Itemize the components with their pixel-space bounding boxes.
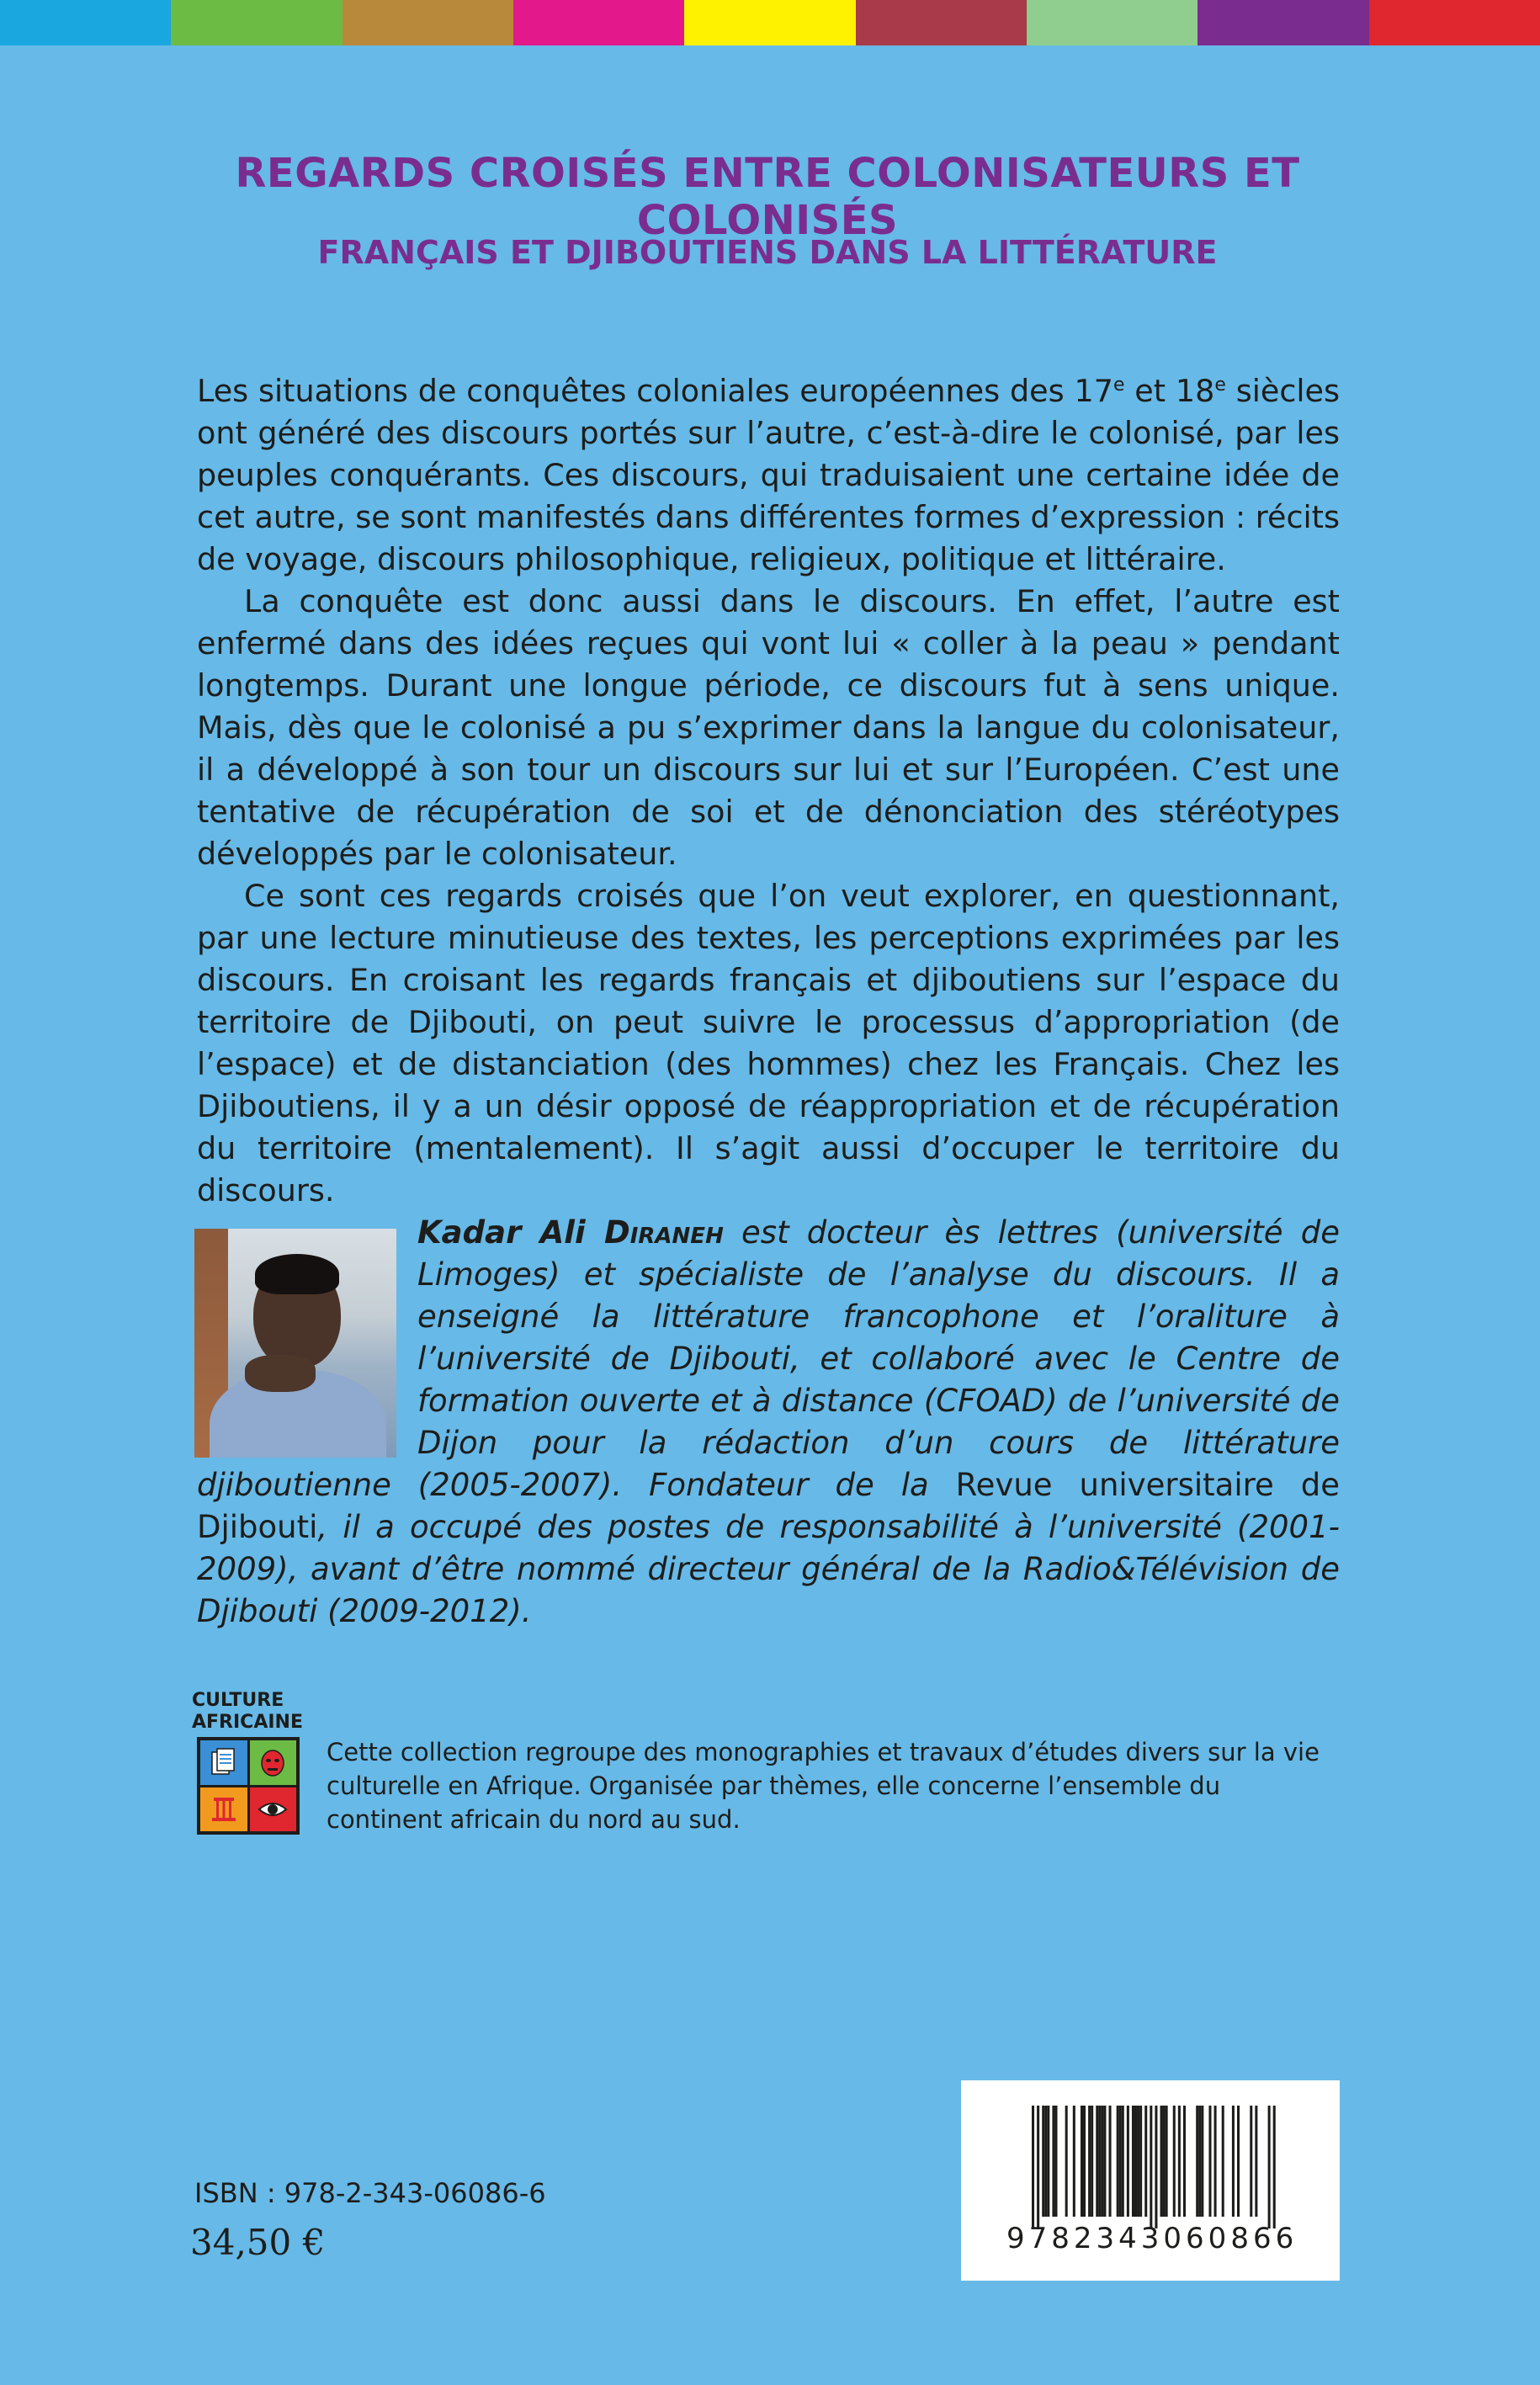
summary-text	[197, 370, 1340, 1212]
barcode-bar	[1155, 2106, 1157, 2228]
color-stripe	[343, 0, 513, 45]
barcode-bar	[1117, 2106, 1119, 2217]
barcode-bar	[1109, 2106, 1112, 2217]
barcode-bar	[1201, 2106, 1203, 2217]
barcode-bar	[1119, 2106, 1122, 2217]
barcode-bar	[1250, 2106, 1252, 2217]
book-title: REGARDS CROISÉS ENTRE COLONISATEURS ET COLONISÉS	[235, 150, 1300, 244]
author-name-first: Kadar Ali	[417, 1214, 605, 1251]
barcode-bar	[1183, 2106, 1186, 2217]
barcode-bar	[1052, 2106, 1054, 2217]
journal-name: Revue universitaire de Djibouti	[197, 1467, 1340, 1545]
barcode-bar	[1091, 2106, 1093, 2217]
isbn: ISBN : 978-2-343-06086-6	[194, 2177, 546, 2209]
summary-paragraph-3: Ce sont ces regards croisés que l’on veut explorer, en questionnant, par une lecture minutieuse des textes, les perceptions exprimées par les discours. En croisant les regards français et djiboutiens sur l’espace du territoire de Djibouti, on peut suivre le processus d’appropriation (de l’espace) et de distanciation (des hommes) chez les Français. Chez les Djiboutiens, il y a un désir opposé de réappropriation et de récupération du territoire (mentalement). Il s’agit aussi d’occuper le territoire du discours.	[197, 878, 1340, 1208]
barcode-bar	[1083, 2106, 1086, 2217]
barcode-bar	[1160, 2106, 1163, 2217]
barcode-bar	[1134, 2106, 1137, 2217]
barcode-bar	[1103, 2106, 1106, 2217]
author-name-last: Diraneh	[604, 1214, 724, 1251]
barcode-bar	[1047, 2106, 1049, 2217]
mask-icon	[250, 1740, 297, 1785]
barcode-bar	[1132, 2106, 1134, 2217]
collection-label: CULTURE AFRICAINE	[192, 1690, 303, 1733]
barcode-bar	[1139, 2106, 1142, 2217]
color-stripe	[1027, 0, 1197, 45]
barcode-bar	[1054, 2106, 1057, 2217]
summary-paragraph-1: Les situations de conquêtes coloniales européennes des 17e et 18e siècles ont généré des discours portés sur l’autre, c’est-à-dire le colonisé, par les peuples conquérants. Ces discours, qui traduisaient une certaine idée de cet autre, se sont manifestés dans différentes formes d’expression : récits de voyage, discours philosophique, religieux, politique et littéraire.	[197, 373, 1340, 577]
barcode-bar	[1032, 2106, 1034, 2228]
barcode-bar	[1198, 2106, 1201, 2217]
barcode-bar	[1073, 2106, 1075, 2217]
barcode-bar	[1081, 2106, 1083, 2217]
barcode-bar	[1098, 2106, 1101, 2217]
barcode-bar	[1214, 2106, 1217, 2217]
barcode-bar	[1255, 2106, 1257, 2217]
color-stripe	[684, 0, 855, 45]
price: 34,50 €	[190, 2222, 326, 2263]
barcode-bar	[1088, 2106, 1091, 2217]
color-stripe	[1369, 0, 1540, 45]
author-bio-paragraph: Kadar Ali Diraneh est docteur ès lettres (université de Limoges) et spécialiste de l’analyse du discours. Il a enseigné la littérature francophone et l’oraliture à l’université de Djibouti, et collaboré avec le Centre de formation ouverte et à distance (CFOAD) de l’université de Dijon pour la rédaction d’un cours de littérature djiboutienne (2005-2007). Fondateur de la Revue universitaire de Djibouti, il a occupé des postes de responsabilité à l’université (2001-2009), avant d’être nommé directeur général de la Radio&Télévision de Djibouti (2009-2012).	[197, 1214, 1340, 1629]
color-stripe	[856, 0, 1027, 45]
author-bio	[197, 1212, 1340, 1633]
color-stripe	[171, 0, 342, 45]
barcode-bar	[1101, 2106, 1103, 2217]
barcode-bar	[1137, 2106, 1139, 2217]
column-icon	[200, 1787, 247, 1832]
color-stripe	[0, 0, 171, 45]
barcode-bar	[1065, 2106, 1068, 2217]
collection-description: Cette collection regroupe des monographies et travaux d’études divers sur la vie culturelle en Afrique. Organisée par thèmes, elle concerne l’ensemble du continent africain du nord au sud.	[327, 1738, 1320, 1834]
barcode-bar	[1268, 2106, 1271, 2228]
barcode-bar	[1150, 2106, 1152, 2228]
barcode-bar	[1173, 2106, 1176, 2217]
barcode-bar	[1273, 2106, 1276, 2228]
collection-logo	[197, 1737, 300, 1835]
barcode-bar	[1196, 2106, 1198, 2217]
barcode-bar	[1122, 2106, 1124, 2217]
barcode-bar	[1166, 2106, 1168, 2217]
barcode-bar	[1232, 2106, 1235, 2217]
barcode-bar	[1044, 2106, 1047, 2217]
book-subtitle: FRANÇAIS ET DJIBOUTIENS DANS LA LITTÉRATURE	[317, 234, 1218, 271]
barcode-bar	[1037, 2106, 1039, 2228]
color-stripe-bar	[0, 0, 1540, 45]
barcode-bar	[1042, 2106, 1044, 2217]
barcode-bar	[1237, 2106, 1240, 2217]
color-stripe	[1197, 0, 1368, 45]
document-icon	[200, 1740, 247, 1785]
barcode-bar	[1144, 2106, 1147, 2217]
barcode-bar	[1222, 2106, 1224, 2217]
barcode-bar	[1163, 2106, 1166, 2217]
barcode-digits: 9782343060866	[1006, 2222, 1298, 2255]
summary-paragraph-2: La conquête est donc aussi dans le discours. En effet, l’autre est enfermé dans des idées reçues qui vont lui « coller à la peau » pendant longtemps. Durant une longue période, ce discours fut à sens unique. Mais, dès que le colonisé a pu s’exprimer dans la langue du colonisateur, il a développé à son tour un discours sur lui et sur l’Européen. C’est une tentative de récupération de soi et de dénonciation des stéréotypes développés par le colonisateur.	[197, 583, 1340, 872]
barcode-bar	[1096, 2106, 1098, 2217]
barcode-bar	[1208, 2106, 1211, 2217]
barcode-bar	[1127, 2106, 1129, 2217]
barcode-bar	[1178, 2106, 1181, 2217]
eye-icon	[250, 1787, 297, 1832]
color-stripe	[513, 0, 684, 45]
barcode	[961, 2080, 1340, 2281]
